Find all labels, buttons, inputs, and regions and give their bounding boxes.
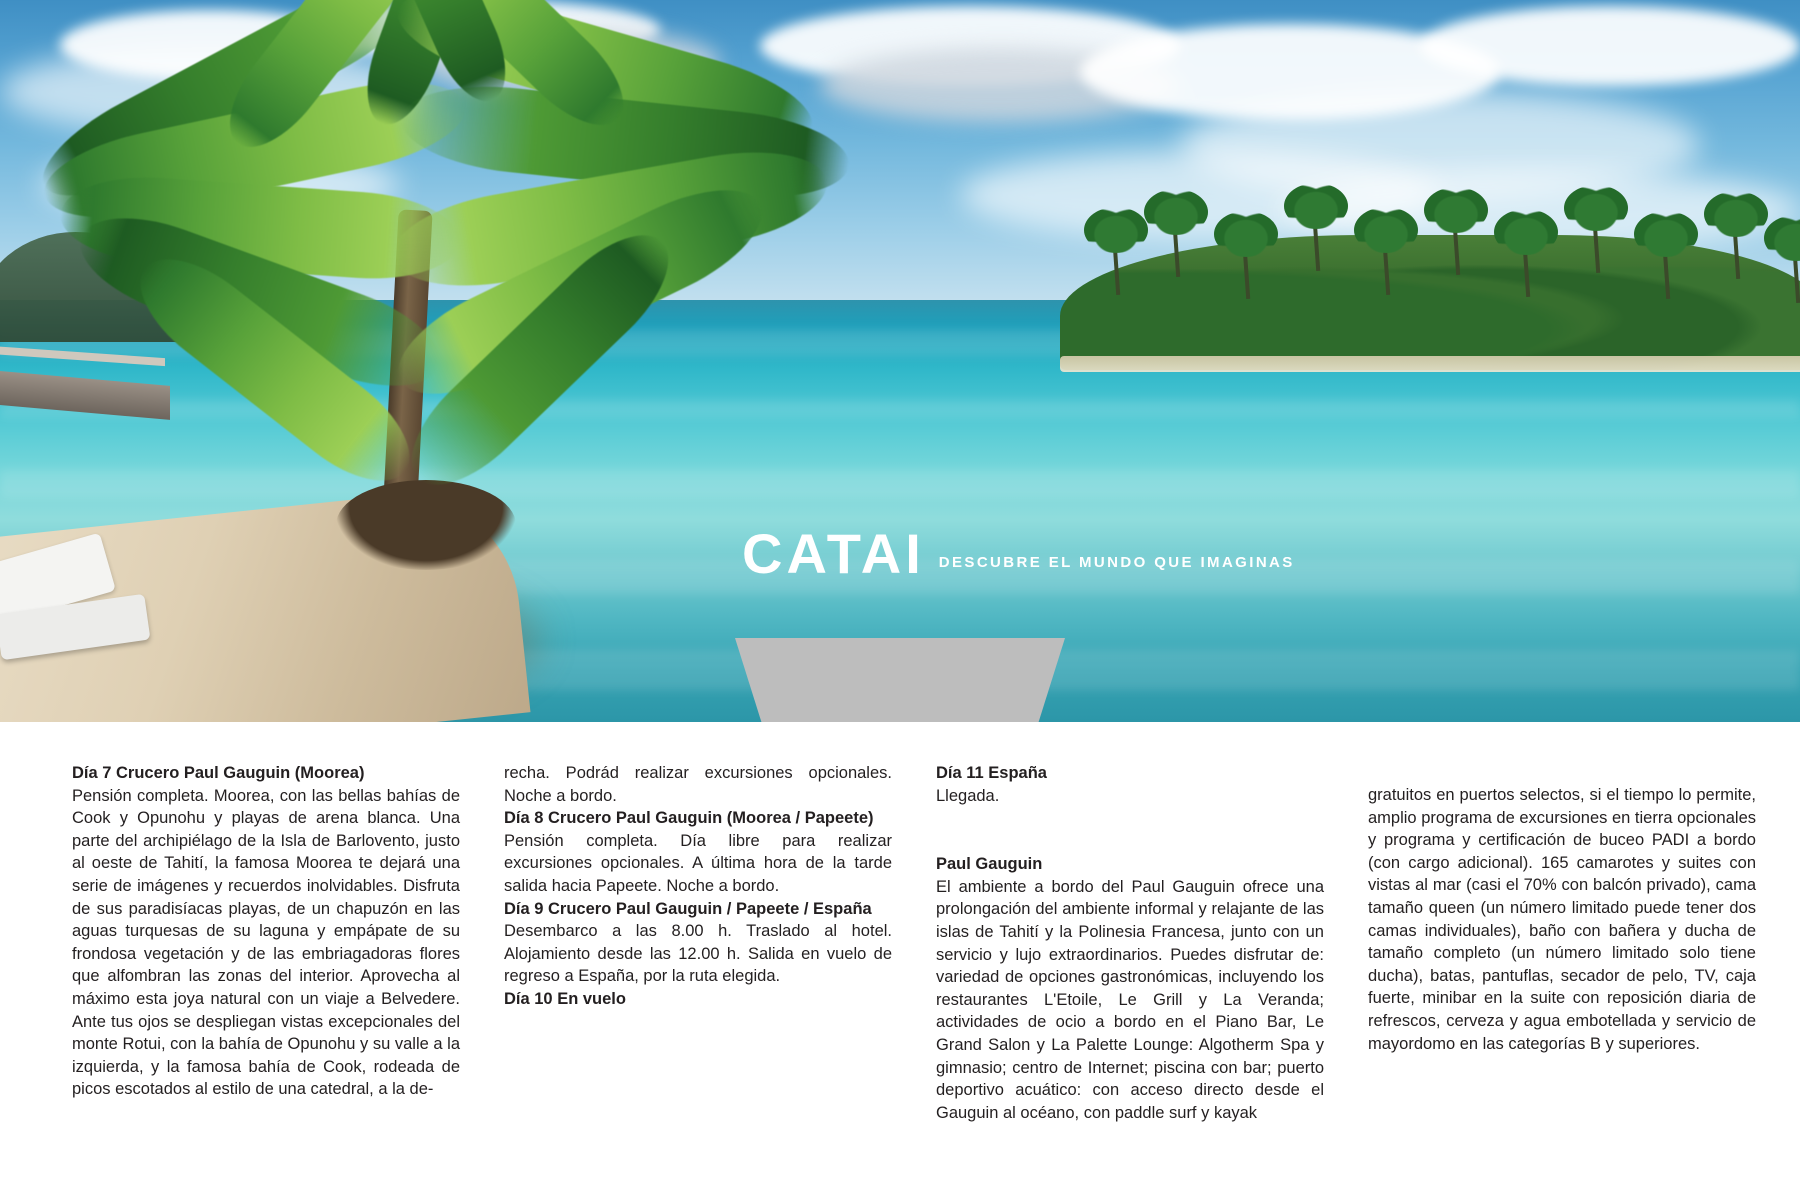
- section-heading: Día 10 En vuelo: [504, 989, 626, 1008]
- distant-island: [1060, 175, 1800, 380]
- section-heading: Día 7 Crucero Paul Gauguin (Moorea): [72, 764, 365, 782]
- body-text: El ambiente a bordo del Paul Gauguin ofrece una prolongación del ambiente informal y relajante de las islas de Tahití y la Polinesia Francesa, junto con un servicio y lujo extraordinarios. Puedes disfrutar de: variedad de opciones gastronómicas, incluyendo los restaurantes L'Etoile, Le Grill y La Veranda; actividades de ocio a bordo en el Piano Bar, Le Grand Salon y La Palette Lounge: Algotherm Spa y gimnasio; centro de Internet; piscina con bar; puerto deportivo acuático: con acceso directo desde el Gauguin al océano, con paddle surf y kayak: [936, 877, 1324, 1122]
- section-heading: Día 9 Crucero Paul Gauguin / Papeete / España: [504, 899, 872, 918]
- section-heading: Paul Gauguin: [936, 855, 1043, 874]
- body-text: Llegada.: [936, 786, 1000, 805]
- column-2: [504, 762, 892, 1200]
- palm-icon: [1750, 209, 1800, 301]
- column-4: [1368, 762, 1756, 1200]
- brand-tagline: DESCUBRE EL MUNDO QUE IMAGINAS: [938, 554, 1295, 571]
- grey-trapezoid-banner: [735, 638, 1065, 722]
- island-shoreline: [1060, 356, 1800, 372]
- catai-logo: [742, 522, 1295, 585]
- body-text: Pensión completa. Día libre para realizar excursiones opcionales. A última hora de la tarde salida hacia Papeete. Noche a bordo.: [504, 831, 892, 895]
- palm-roots: [336, 480, 516, 570]
- body-text: recha. Podrád realizar excursiones opcionales. Noche a bordo.: [504, 764, 892, 805]
- body-text: gratuitos en puertos selectos, si el tiempo lo permite, amplio programa de excursiones en tierra opcionales y programa y certificación de buceo PADI a bordo (con cargo adicional). 165 camarotes y suites con vistas al mar (casi el 70% con balcón privado), cama tamaño queen (un número limitado puede tener dos camas individuales), baño con bañera y ducha de tamaño completo (un número limitado solo tiene ducha), batas, pantuflas, secador de pelo, TV, caja fuerte, minibar en la suite con reposición diaria de refrescos, cerveza y agua embotellada y servicio de mayordomo en las categorías B y superiores.: [1368, 786, 1756, 1053]
- cloud: [1420, 6, 1800, 86]
- brand-name: CATAI: [742, 522, 925, 585]
- column-3: [936, 762, 1324, 1200]
- body-text: Desembarco a las 8.00 h. Traslado al hotel. Alojamiento desde las 12.00 h. Salida en vuelo de regreso a España, por la ruta elegida.: [504, 922, 892, 986]
- section-heading: Día 8 Crucero Paul Gauguin (Moorea / Papeete): [504, 809, 874, 828]
- text-columns: [0, 740, 1800, 1200]
- column-1: [72, 762, 460, 1200]
- body-text: Pensión completa. Moorea, con las bellas bahías de Cook y Opunohu y playas de arena blanca. Una parte del archipiélago de la Isla de Barlovento, justo al oeste de Tahití, la famosa Moorea te dejará una serie de imágenes y recuerdos inolvidables. Disfruta de sus paradisíacas playas, de un chapuzón en las aguas turquesas de su laguna y empápate de su frondosa vegetación y de las embriagadoras flores que alfombran las zonas del interior. Aprovecha al máximo esta joya natural con un viaje a Belvedere. Ante tus ojos se despliegan vistas excepcionales del monte Rotui, con la bahía de Opunohu y su valle a la izquierda, y la famosa bahía de Cook, rodeada de picos escotados al estilo de una catedral, a la de-: [72, 786, 460, 1099]
- section-heading: Día 11 España: [936, 764, 1047, 782]
